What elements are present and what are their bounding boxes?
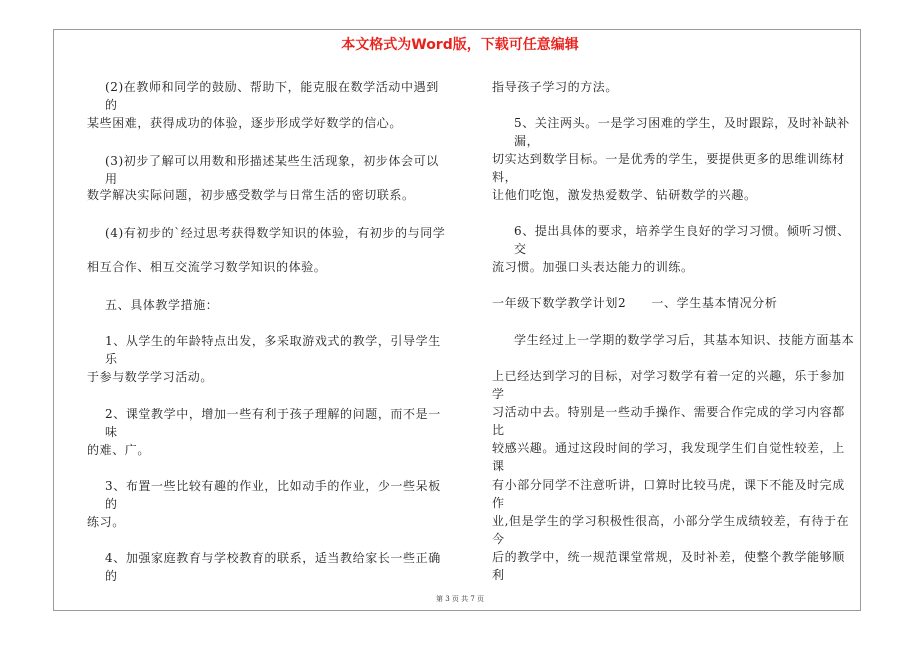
- paragraph-line: 于参与数学学习活动。: [87, 370, 214, 384]
- paragraph-line: 有小部分同学不注意听讲，口算时比较马虎，课下不能及时完成作: [492, 478, 845, 510]
- paragraph-line: 习活动中去。特别是一些动手操作、需要合作完成的学习内容都比: [492, 405, 845, 437]
- paragraph-line: 4、加强家庭教育与学校教育的联系，适当教给家长一些正确的: [105, 551, 441, 583]
- section-heading: 一年级下数学教学计划2 一、学生基本情况分析: [492, 296, 778, 310]
- paragraph-line: (4)有初步的`经过思考获得数学知识的体验，有初步的与同学: [105, 226, 446, 240]
- paragraph-line: 3、布置一些比较有趣的作业，比如动手的作业，少一些呆板的: [105, 479, 441, 511]
- paragraph-line: 较感兴趣。通过这段时间的学习，我发现学生们自觉性较差，上课: [492, 441, 845, 473]
- paragraph-line: 流习惯。加强口头表达能力的训练。: [492, 260, 694, 274]
- paragraph-line: 上已经达到学习的目标，对学习数学有着一定的兴趣，乐于参加学: [492, 369, 845, 401]
- paragraph-line: 相互合作、相互交流学习数学知识的体验。: [87, 260, 327, 274]
- page-number-footer: 第 3 页 共 7 页: [435, 595, 485, 603]
- word-format-banner: 本文格式为Word版，下载可任意编辑: [341, 37, 579, 53]
- paragraph-line: 的难、广。: [87, 443, 151, 457]
- paragraph-line: 5、关注两头。一是学习困难的学生，及时跟踪，及时补缺补漏，: [514, 116, 850, 148]
- paragraph-line: 让他们吃饱，激发热爱数学、钻研数学的兴趣。: [492, 188, 757, 202]
- paragraph-line: 练习。: [87, 515, 125, 529]
- paragraph-line: 2、课堂教学中，增加一些有利于孩子理解的问题，而不是一味: [105, 407, 441, 439]
- paragraph-line: (3)初步了解可以用数和形描述某些生活现象，初步体会可以用: [105, 154, 439, 186]
- paragraph-line: 指导孩子学习的方法。: [492, 80, 619, 94]
- paragraph-line: 切实达到数学目标。一是优秀的学生，要提供更多的思维训练材料，: [492, 152, 845, 184]
- paragraph-line: 业,但是学生的学习积极性很高，小部分学生成绩较差，有待于在今: [492, 514, 850, 546]
- paragraph-line: 1、从学生的年龄特点出发，多采取游戏式的教学，引导学生乐: [105, 334, 441, 366]
- paragraph-line: 某些困难，获得成功的体验，逐步形成学好数学的信心。: [87, 116, 403, 130]
- paragraph-line: (2)在教师和同学的鼓励、帮助下，能克服在数学活动中遇到的: [105, 80, 439, 112]
- paragraph-line: 学生经过上一学期的数学学习后，其基本知识、技能方面基本: [514, 333, 855, 347]
- paragraph-line: 6、提出具体的要求，培养学生良好的学习习惯。倾听习惯、交: [514, 224, 850, 256]
- paragraph-line: 数学解决实际问题，初步感受数学与日常生活的密切联系。: [87, 188, 415, 202]
- section-heading: 五、具体教学措施：: [105, 298, 219, 312]
- paragraph-line: 后的教学中，统一规范课堂常规，及时补差，使整个教学能够顺利: [492, 550, 845, 582]
